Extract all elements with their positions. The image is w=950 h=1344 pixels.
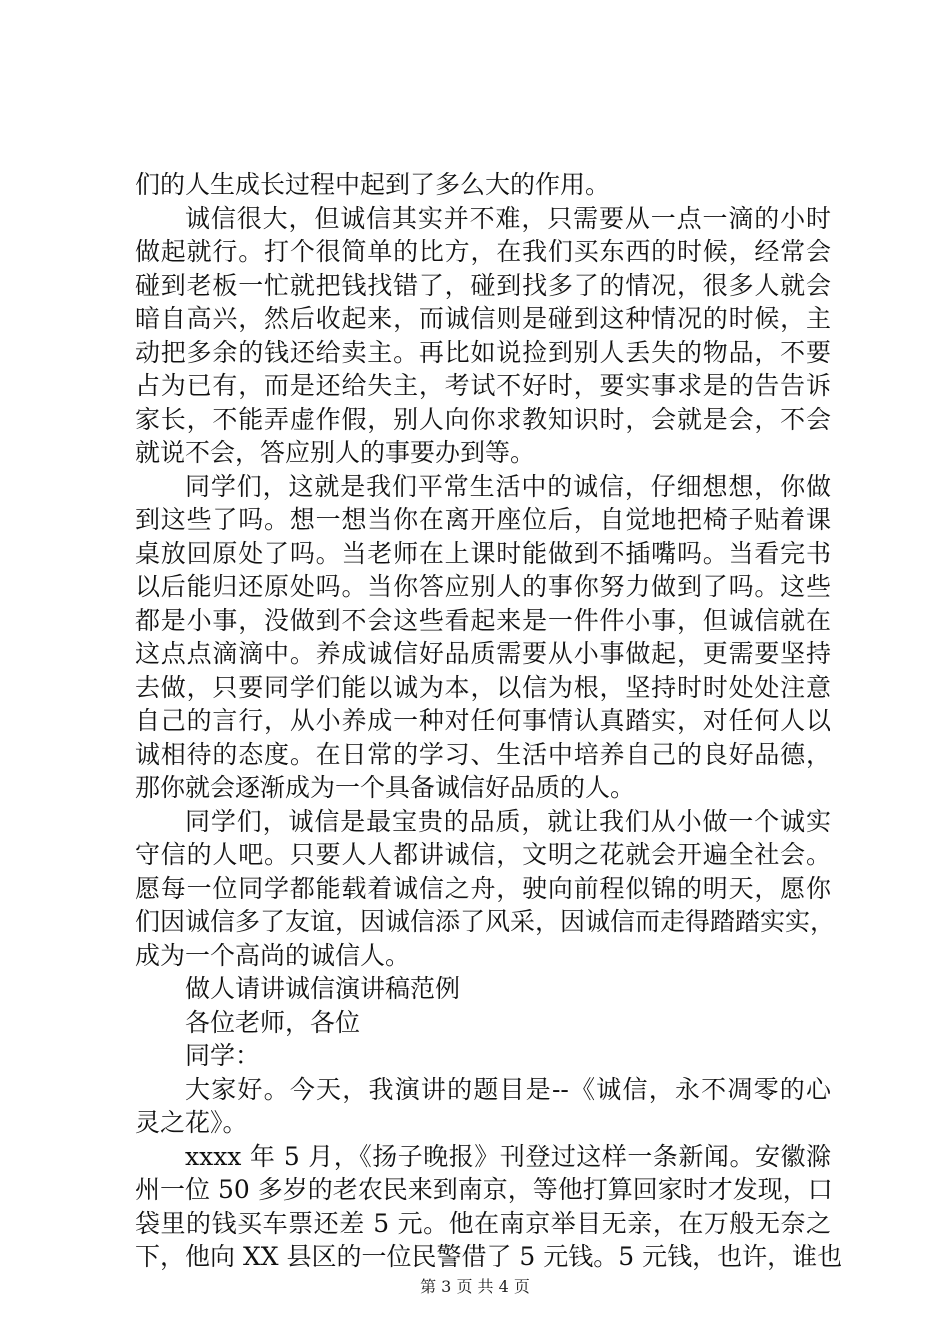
page-footer bbox=[0, 1274, 950, 1297]
text-line: 就说不会，答应别人的事要办到等。 bbox=[135, 438, 536, 467]
text-line: 愿每一位同学都能载着诚信之舟，驶向前程似锦的明天，愿你 bbox=[135, 873, 831, 903]
text-line: 同学： bbox=[185, 1041, 261, 1070]
text-line: 做人请讲诚信演讲稿范例 bbox=[185, 974, 461, 1003]
text-line: 下，他向 XX 县区的一位民警借了 5 元钱。5 元钱，也许，谁也 bbox=[135, 1242, 843, 1271]
text-line: 占为已有，而是还给失主，考试不好时，要实事求是的告告诉 bbox=[135, 371, 831, 400]
text-line: 们因诚信多了友谊，因诚信添了风采，因诚信而走得踏踏实实， bbox=[135, 907, 836, 936]
text-line: 去做，只要同学们能以诚为本，以信为根，坚持时时处处注意 bbox=[135, 672, 831, 702]
text-line: 们的人生成长过程中起到了多么大的作用。 bbox=[135, 170, 611, 199]
text-line: 同学们，这就是我们平常生活中的诚信，仔细想想，你做 bbox=[185, 471, 831, 501]
text-line: 碰到老板一忙就把钱找错了，碰到找多了的情况，很多人就会 bbox=[135, 270, 831, 300]
text-line: xxxx 年 5 月，《扬子晚报》刊登过这样一条新闻。安徽滁 bbox=[185, 1141, 831, 1171]
text-line: 那你就会逐渐成为一个具备诚信好品质的人。 bbox=[135, 773, 636, 802]
text-line: 州一位 50 多岁的老农民来到南京，等他打算回家时才发现，口 bbox=[135, 1175, 833, 1204]
text-line: 自己的言行，从小养成一种对任何事情认真踏实，对任何人以 bbox=[135, 706, 831, 735]
text-line: 各位老师，各位 bbox=[185, 1007, 361, 1037]
text-line: 大家好。今天，我演讲的题目是--《诚信，永不凋零的心 bbox=[185, 1074, 831, 1104]
text-line: 暗自高兴，然后收起来，而诚信则是碰到这种情况的时候，主 bbox=[135, 304, 831, 333]
text-line: 家长，不能弄虚作假，别人向你求教知识时，会就是会，不会 bbox=[135, 404, 831, 434]
text-line: 这点点滴滴中。养成诚信好品质需要从小事做起，更需要坚持 bbox=[135, 639, 831, 668]
text-line: 守信的人吧。只要人人都讲诚信，文明之花就会开遍全社会。 bbox=[135, 840, 831, 869]
text-line: 同学们，诚信是最宝贵的品质，就让我们从小做一个诚实 bbox=[185, 806, 831, 836]
text-line: 桌放回原处了吗。当老师在上课时能做到不插嘴吗。当看完书 bbox=[135, 538, 831, 568]
page-number-label: 第 3 页 共 4 页 bbox=[420, 1277, 530, 1296]
document-body bbox=[135, 168, 843, 1274]
text-line: 灵之花》。 bbox=[135, 1108, 248, 1137]
text-line: 成为一个高尚的诚信人。 bbox=[135, 940, 411, 970]
text-line: 都是小事，没做到不会这些看起来是一件件小事，但诚信就在 bbox=[135, 605, 831, 635]
text-line: 诚相待的态度。在日常的学习、生活中培养自己的良好品德， bbox=[135, 739, 831, 769]
text-line: 以后能归还原处吗。当你答应别人的事你努力做到了吗。这些 bbox=[135, 572, 831, 601]
text-line: 到这些了吗。想一想当你在离开座位后，自觉地把椅子贴着课 bbox=[135, 505, 831, 534]
text-line: 诚信很大，但诚信其实并不难，只需要从一点一滴的小时 bbox=[185, 203, 831, 233]
text-line: 袋里的钱买车票还差 5 元。他在南京举目无亲，在万般无奈之 bbox=[135, 1208, 831, 1238]
text-line: 动把多余的钱还给卖主。再比如说捡到别人丢失的物品，不要 bbox=[135, 337, 831, 367]
text-line: 做起就行。打个很简单的比方，在我们买东西的时候，经常会 bbox=[135, 237, 831, 266]
